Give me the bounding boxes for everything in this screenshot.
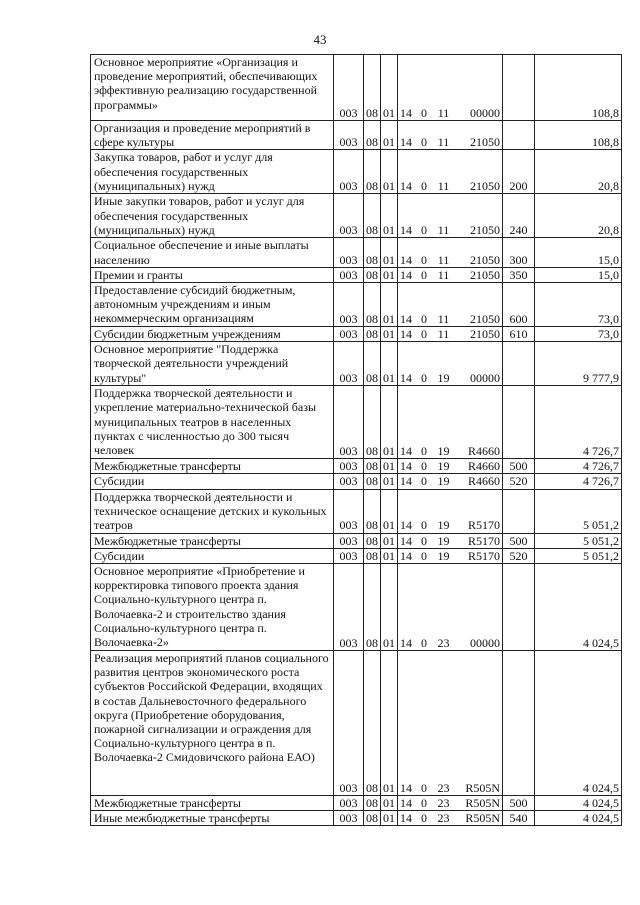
item-name: Межбюджетные трансферты	[91, 459, 334, 474]
table-row	[91, 811, 622, 826]
table-row	[91, 150, 622, 194]
item-name: Организация и проведение мероприятий в сфере культуры	[91, 121, 334, 150]
target-article-part: 19	[437, 474, 450, 489]
section-code: 08	[364, 564, 381, 651]
target-article-part: 0	[421, 811, 427, 826]
target-article-part: 11	[437, 267, 450, 282]
table-row	[91, 121, 622, 150]
section-code: 08	[364, 796, 381, 811]
amount: 73,0	[535, 327, 622, 342]
expense-type-code: 350	[503, 267, 535, 282]
target-article-part: 0	[421, 179, 427, 194]
section-code: 08	[364, 548, 381, 563]
ministry-code: 003	[334, 342, 364, 386]
target-article-part: 0	[421, 780, 427, 795]
target-article-part: 11	[437, 252, 450, 267]
target-article-part: 14	[400, 635, 412, 650]
amount: 4 024,5	[535, 811, 622, 826]
page-number: 43	[313, 32, 327, 47]
target-article-part: 19	[437, 459, 450, 474]
target-article-part: 19	[437, 371, 450, 386]
target-article-code	[398, 194, 503, 238]
subsection-code: 01	[381, 150, 398, 194]
target-article-part: 14	[400, 371, 412, 386]
amount: 4 024,5	[535, 796, 622, 811]
subsection-code: 01	[381, 533, 398, 548]
table-row	[91, 238, 622, 267]
ministry-code: 003	[334, 459, 364, 474]
subsection-code: 01	[381, 55, 398, 121]
target-article-part: 0	[421, 371, 427, 386]
target-article-part: 00000	[470, 371, 500, 386]
expense-type-code	[503, 55, 535, 121]
section-code: 08	[364, 342, 381, 386]
section-code: 08	[364, 283, 381, 327]
amount: 5 051,2	[535, 489, 622, 533]
amount: 4 024,5	[535, 651, 622, 796]
table-row	[91, 489, 622, 533]
item-name: Иные межбюджетные трансферты	[91, 811, 334, 826]
amount: 15,0	[535, 238, 622, 267]
subsection-code: 01	[381, 283, 398, 327]
section-code: 08	[364, 489, 381, 533]
subsection-code: 01	[381, 796, 398, 811]
target-article-code	[398, 55, 503, 121]
target-article-code	[398, 796, 503, 811]
target-article-code	[398, 564, 503, 651]
target-article-part: 14	[400, 780, 412, 795]
subsection-code: 01	[381, 327, 398, 342]
item-name: Социальное обеспечение и иные выплаты населению	[91, 238, 334, 267]
target-article-code	[398, 150, 503, 194]
target-article-part: 14	[400, 796, 412, 811]
target-article-part: 0	[421, 444, 427, 459]
expense-type-code: 520	[503, 474, 535, 489]
section-code: 08	[364, 238, 381, 267]
ministry-code: 003	[334, 55, 364, 121]
subsection-code: 01	[381, 194, 398, 238]
target-article-code	[398, 474, 503, 489]
table-row	[91, 194, 622, 238]
item-name: Иные закупки товаров, работ и услуг для обеспечения государственных (муниципальных) нужд	[91, 194, 334, 238]
target-article-part: 0	[421, 796, 427, 811]
ministry-code: 003	[334, 548, 364, 563]
section-code: 08	[364, 459, 381, 474]
target-article-code	[398, 121, 503, 150]
expense-type-code: 520	[503, 548, 535, 563]
ministry-code: 003	[334, 238, 364, 267]
amount: 108,8	[535, 55, 622, 121]
target-article-part: R505N	[465, 796, 500, 811]
subsection-code: 01	[381, 238, 398, 267]
section-code: 08	[364, 651, 381, 796]
target-article-part: 11	[437, 223, 450, 238]
target-article-code	[398, 548, 503, 563]
target-article-part: 14	[400, 105, 412, 120]
expense-type-code: 240	[503, 194, 535, 238]
amount: 4 726,7	[535, 459, 622, 474]
ministry-code: 003	[334, 651, 364, 796]
amount: 20,8	[535, 194, 622, 238]
amount: 9 777,9	[535, 342, 622, 386]
expense-type-code	[503, 386, 535, 459]
target-article-part: R4660	[467, 459, 500, 474]
target-article-part: 21050	[470, 135, 500, 150]
amount: 4 726,7	[535, 474, 622, 489]
target-article-part: 14	[400, 327, 412, 342]
target-article-part: 00000	[470, 635, 500, 650]
target-article-code	[398, 342, 503, 386]
table-row	[91, 564, 622, 651]
target-article-part: 23	[437, 796, 450, 811]
target-article-part: 14	[400, 179, 412, 194]
subsection-code: 01	[381, 342, 398, 386]
subsection-code: 01	[381, 459, 398, 474]
table-row	[91, 55, 622, 121]
target-article-part: 0	[421, 474, 427, 489]
target-article-part: 21050	[470, 267, 500, 282]
section-code: 08	[364, 194, 381, 238]
section-code: 08	[364, 267, 381, 282]
target-article-part: 00000	[470, 105, 500, 120]
expense-type-code	[503, 651, 535, 796]
target-article-part: 19	[437, 444, 450, 459]
item-name: Межбюджетные трансферты	[91, 533, 334, 548]
target-article-part: 23	[437, 811, 450, 826]
table-row	[91, 283, 622, 327]
target-article-part: 21050	[470, 179, 500, 194]
table-row	[91, 342, 622, 386]
item-name: Основное мероприятие «Приобретение и корректировка типового проекта здания Социально-культурного центра п. Волочаевка-2 и строительство здания Социально-культурного центра п. Волочаевка-2»	[91, 564, 334, 651]
item-name: Субсидии	[91, 474, 334, 489]
ministry-code: 003	[334, 194, 364, 238]
subsection-code: 01	[381, 548, 398, 563]
target-article-part: 0	[421, 327, 427, 342]
ministry-code: 003	[334, 283, 364, 327]
target-article-part: 14	[400, 444, 412, 459]
target-article-code	[398, 811, 503, 826]
target-article-part: 14	[400, 252, 412, 267]
target-article-part: 14	[400, 548, 412, 563]
target-article-part: 14	[400, 459, 412, 474]
expense-type-code: 610	[503, 327, 535, 342]
item-name: Поддержка творческой деятельности и укрепление материально-технической базы муниципальных театров в населенных пунктах с численностью до 300 тысяч человек	[91, 386, 334, 459]
item-name: Основное мероприятие "Поддержка творческой деятельности учреждений культуры"	[91, 342, 334, 386]
target-article-part: 21050	[470, 327, 500, 342]
expense-type-code	[503, 489, 535, 533]
target-article-code	[398, 533, 503, 548]
target-article-part: 11	[437, 311, 450, 326]
subsection-code: 01	[381, 811, 398, 826]
expense-type-code: 500	[503, 459, 535, 474]
table-row	[91, 533, 622, 548]
table-row	[91, 459, 622, 474]
subsection-code: 01	[381, 267, 398, 282]
target-article-part: 0	[421, 518, 427, 533]
ministry-code: 003	[334, 564, 364, 651]
table-row	[91, 548, 622, 563]
target-article-part: R4660	[467, 444, 500, 459]
section-code: 08	[364, 811, 381, 826]
section-code: 08	[364, 474, 381, 489]
target-article-part: 14	[400, 223, 412, 238]
expense-type-code: 500	[503, 796, 535, 811]
section-code: 08	[364, 121, 381, 150]
target-article-part: 0	[421, 635, 427, 650]
target-article-part: 0	[421, 223, 427, 238]
target-article-code	[398, 327, 503, 342]
amount: 108,8	[535, 121, 622, 150]
target-article-part: 11	[437, 105, 450, 120]
subsection-code: 01	[381, 386, 398, 459]
target-article-part: 0	[421, 533, 427, 548]
target-article-code	[398, 651, 503, 796]
section-code: 08	[364, 533, 381, 548]
ministry-code: 003	[334, 150, 364, 194]
expense-type-code	[503, 121, 535, 150]
expense-type-code: 200	[503, 150, 535, 194]
expense-type-code	[503, 564, 535, 651]
target-article-part: 21050	[470, 252, 500, 267]
expense-type-code: 540	[503, 811, 535, 826]
item-name: Субсидии	[91, 548, 334, 563]
item-name: Закупка товаров, работ и услуг для обеспечения государственных (муниципальных) нужд	[91, 150, 334, 194]
target-article-part: 11	[437, 179, 450, 194]
table-row	[91, 796, 622, 811]
target-article-part: 14	[400, 267, 412, 282]
target-article-part: R4660	[467, 474, 500, 489]
target-article-code	[398, 238, 503, 267]
target-article-part: 14	[400, 311, 412, 326]
target-article-part: 14	[400, 811, 412, 826]
amount: 5 051,2	[535, 533, 622, 548]
subsection-code: 01	[381, 474, 398, 489]
section-code: 08	[364, 150, 381, 194]
target-article-part: 14	[400, 474, 412, 489]
target-article-part: 0	[421, 459, 427, 474]
expense-type-code: 600	[503, 283, 535, 327]
target-article-part: R505N	[465, 811, 500, 826]
subsection-code: 01	[381, 564, 398, 651]
amount: 20,8	[535, 150, 622, 194]
target-article-code	[398, 386, 503, 459]
amount: 73,0	[535, 283, 622, 327]
item-name: Межбюджетные трансферты	[91, 796, 334, 811]
target-article-part: 0	[421, 311, 427, 326]
subsection-code: 01	[381, 489, 398, 533]
section-code: 08	[364, 55, 381, 121]
ministry-code: 003	[334, 267, 364, 282]
target-article-part: 14	[400, 518, 412, 533]
budget-table-body	[91, 55, 622, 826]
table-row	[91, 651, 622, 796]
amount: 4 024,5	[535, 564, 622, 651]
item-name: Реализация мероприятий планов социального развития центров экономического роста субъектов Российской Федерации, входящих в состав Дальневосточного федерального округа (Приобретение оборудования, пожарной сигнализации и ограждения для Социально-культурного центра в п. Волочаевка-2 Смидовичского района ЕАО)	[91, 651, 334, 796]
target-article-code	[398, 267, 503, 282]
target-article-part: 0	[421, 267, 427, 282]
target-article-code	[398, 283, 503, 327]
amount: 15,0	[535, 267, 622, 282]
target-article-part: 11	[437, 135, 450, 150]
target-article-part: 19	[437, 533, 450, 548]
item-name: Субсидии бюджетным учреждениям	[91, 327, 334, 342]
ministry-code: 003	[334, 489, 364, 533]
subsection-code: 01	[381, 121, 398, 150]
amount: 4 726,7	[535, 386, 622, 459]
ministry-code: 003	[334, 474, 364, 489]
target-article-code	[398, 489, 503, 533]
target-article-part: R5170	[467, 533, 500, 548]
ministry-code: 003	[334, 386, 364, 459]
target-article-part: 23	[437, 780, 450, 795]
item-name: Премии и гранты	[91, 267, 334, 282]
target-article-part: 21050	[470, 311, 500, 326]
ministry-code: 003	[334, 533, 364, 548]
table-row	[91, 474, 622, 489]
item-name: Предоставление субсидий бюджетным, автономным учреждениям и иным некоммерческим организациям	[91, 283, 334, 327]
target-article-part: 21050	[470, 223, 500, 238]
expense-type-code: 500	[503, 533, 535, 548]
target-article-part: 14	[400, 533, 412, 548]
ministry-code: 003	[334, 796, 364, 811]
table-row	[91, 267, 622, 282]
expense-type-code	[503, 342, 535, 386]
target-article-part: 0	[421, 548, 427, 563]
target-article-part: 19	[437, 548, 450, 563]
item-name: Основное мероприятие «Организация и проведение мероприятий, обеспечивающих эффективную реализацию государственной программы»	[91, 55, 334, 121]
target-article-part: 19	[437, 518, 450, 533]
ministry-code: 003	[334, 121, 364, 150]
table-row	[91, 327, 622, 342]
amount: 5 051,2	[535, 548, 622, 563]
target-article-part: 23	[437, 635, 450, 650]
ministry-code: 003	[334, 327, 364, 342]
target-article-part: 0	[421, 135, 427, 150]
target-article-part: 0	[421, 105, 427, 120]
ministry-code: 003	[334, 811, 364, 826]
target-article-code	[398, 459, 503, 474]
target-article-part: R5170	[467, 518, 500, 533]
table-row	[91, 386, 622, 459]
subsection-code: 01	[381, 651, 398, 796]
section-code: 08	[364, 386, 381, 459]
target-article-part: 11	[437, 327, 450, 342]
target-article-part: R5170	[467, 548, 500, 563]
expense-type-code: 300	[503, 238, 535, 267]
item-name: Поддержка творческой деятельности и техническое оснащение детских и кукольных театров	[91, 489, 334, 533]
budget-table	[90, 54, 622, 826]
target-article-part: R505N	[465, 780, 500, 795]
section-code: 08	[364, 327, 381, 342]
target-article-part: 14	[400, 135, 412, 150]
target-article-part: 0	[421, 252, 427, 267]
